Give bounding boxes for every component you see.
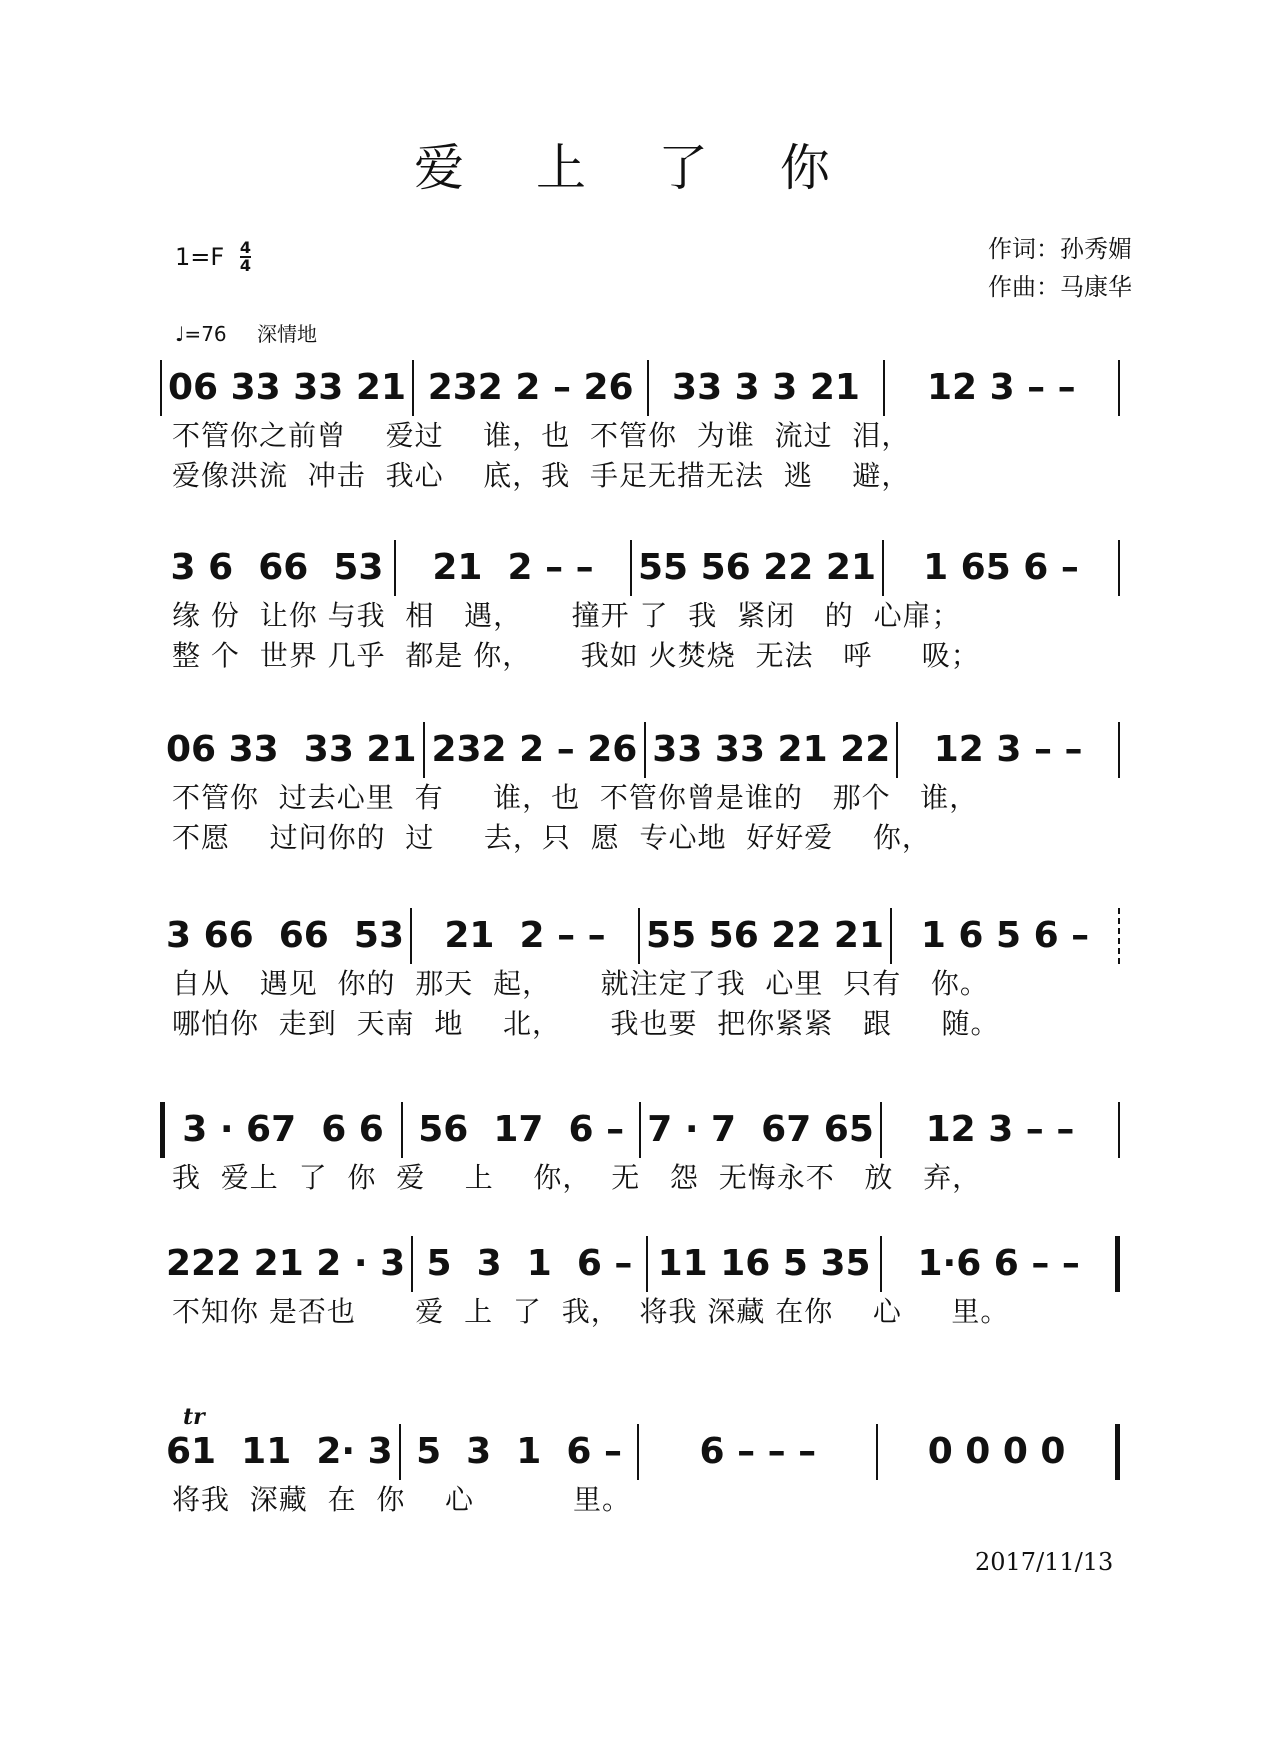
expression-marking: 深情地 xyxy=(257,322,317,346)
lyric-verse-2: 不愿 过问你的 过 去，只 愿 专心地 好好爱 你， xyxy=(172,821,931,854)
lyric-verse-1: 不管你之前曾 爱过 谁，也 不管你 为谁 流过 泪， xyxy=(172,419,911,452)
repeat-end-barline xyxy=(1115,1236,1120,1292)
measure: 33 33 21 22 xyxy=(652,729,891,770)
key-label: 1=F xyxy=(175,243,225,271)
measure: 21 2 – – xyxy=(432,547,594,588)
lyric-verse-2: 爱像洪流 冲击 我心 底，我 手足无措无法 逃 避， xyxy=(172,459,911,492)
lyric-line: 我 爱上 了 你 爱 上 你， 无 怨 无悔永不 放 弃， xyxy=(172,1161,982,1194)
lyric-line: 将我 深藏 在 你 心 里。 xyxy=(172,1483,632,1516)
measure: 3 66 66 53 xyxy=(166,915,405,956)
lyric-verse-2: 哪怕你 走到 天南 地 北， 我也要 把你紧紧 跟 随。 xyxy=(172,1007,1000,1040)
measure: 06 33 33 21 xyxy=(166,729,417,770)
measure: 6 – – – xyxy=(699,1431,817,1472)
barline xyxy=(1118,722,1120,778)
key-signature xyxy=(175,240,251,274)
measure: 7 · 7 67 65 xyxy=(647,1109,874,1150)
measure: 11 16 5 35 xyxy=(657,1243,871,1284)
notation-row xyxy=(160,722,1120,778)
measure: 1·6 6 – – xyxy=(917,1243,1080,1284)
notation-row xyxy=(160,1236,1120,1292)
notation-row xyxy=(160,1102,1120,1158)
lyric-verse-1: 缘 份 让你 与我 相 遇， 撞开 了 我 紧闭 的 心扉； xyxy=(172,599,961,632)
date-stamp: 2017/11/13 xyxy=(975,1548,1114,1576)
score-line-2 xyxy=(160,540,1120,676)
score-line-3 xyxy=(160,722,1120,858)
time-signature-bottom: 4 xyxy=(239,256,251,275)
measure: 3 · 67 6 6 xyxy=(182,1109,384,1150)
measure: 1 6 5 6 – xyxy=(920,915,1090,956)
song-title: 爱 上 了 你 xyxy=(414,139,858,197)
measure: 3 6 66 53 xyxy=(170,547,384,588)
notation-row xyxy=(160,360,1120,416)
measure: 33 3 3 21 xyxy=(672,367,860,408)
measure: 12 3 – – xyxy=(925,1109,1075,1150)
barline xyxy=(1118,360,1120,416)
tempo-marking xyxy=(175,318,341,347)
measure: 5 3 1 6 – xyxy=(416,1431,622,1472)
trill-marking: tr xyxy=(183,1404,205,1430)
barline xyxy=(1118,1102,1120,1158)
time-signature-top: 4 xyxy=(239,238,251,257)
score-line-1 xyxy=(160,360,1120,496)
lyric-verse-1: 不管你 过去心里 有 谁，也 不管你曾是谁的 那个 谁， xyxy=(172,781,979,814)
tempo-value: ♩=76 xyxy=(175,322,227,346)
measure: 5 3 1 6 – xyxy=(426,1243,633,1284)
notation-row xyxy=(160,1424,1120,1480)
dashed-barline xyxy=(1118,908,1120,964)
notation-row xyxy=(160,540,1120,596)
measure: 1 65 6 – xyxy=(923,547,1079,588)
measure: 61 11 2· 3 xyxy=(166,1431,393,1472)
final-barline xyxy=(1115,1424,1120,1480)
measure: 12 3 – – xyxy=(926,367,1076,408)
measure: 55 56 22 21 xyxy=(638,547,876,588)
measure: 222 21 2 · 3 xyxy=(166,1243,406,1284)
time-signature xyxy=(240,240,251,274)
score-line-5 xyxy=(160,1102,1120,1198)
measure: 12 3 – – xyxy=(933,729,1083,770)
credits xyxy=(988,230,1132,306)
measure: 06 33 33 21 xyxy=(168,367,406,408)
lyricist: 作词：孙秀媚 xyxy=(988,235,1132,263)
measure: 232 2 – 26 xyxy=(431,729,638,770)
notation-row xyxy=(160,908,1120,964)
measure: 0 0 0 0 xyxy=(927,1431,1066,1472)
lyric-verse-1: 自从 遇见 你的 那天 起， 就注定了我 心里 只有 你。 xyxy=(172,967,989,1000)
measure: 21 2 – – xyxy=(444,915,606,956)
score-line-4 xyxy=(160,908,1120,1044)
measure: 56 17 6 – xyxy=(418,1109,625,1150)
barline xyxy=(1118,540,1120,596)
lyric-line: 不知你 是否也 爱 上 了 我， 将我 深藏 在你 心 里。 xyxy=(172,1295,1010,1328)
measure: 55 56 22 21 xyxy=(646,915,885,956)
lyric-verse-2: 整 个 世界 几乎 都是 你， 我如 火焚烧 无法 呼 吸； xyxy=(172,639,980,672)
measure: 232 2 – 26 xyxy=(427,367,634,408)
score-line-6 xyxy=(160,1236,1120,1332)
score-line-7 xyxy=(160,1424,1120,1520)
composer: 作曲：马康华 xyxy=(988,273,1132,301)
